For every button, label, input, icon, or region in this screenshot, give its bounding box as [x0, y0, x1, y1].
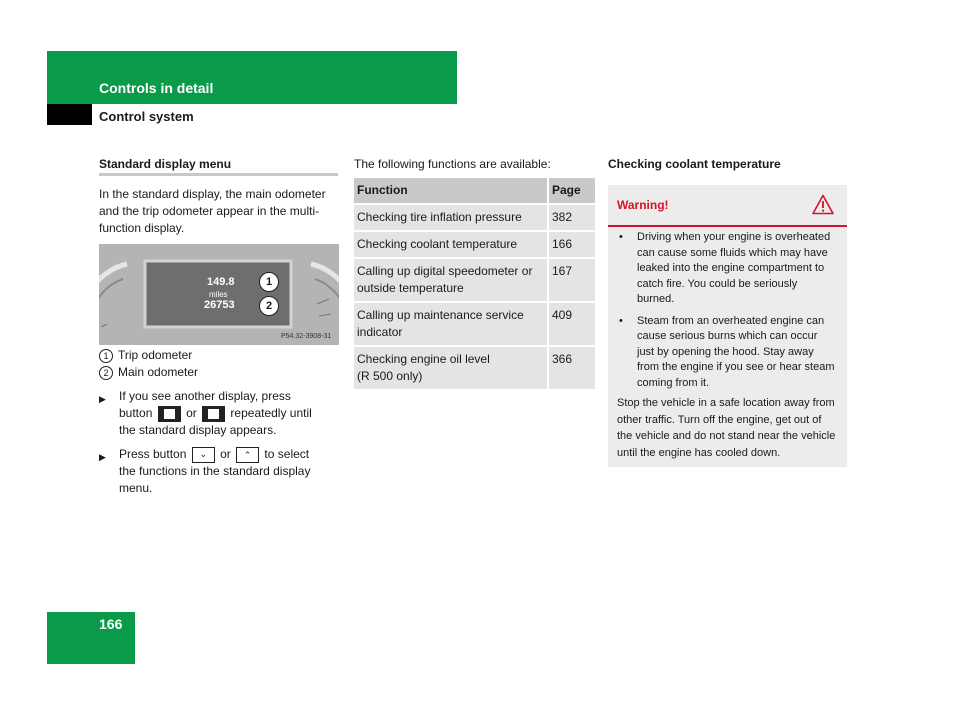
cell-line: Checking coolant temperature: [357, 237, 518, 251]
warning-line: leaked into the engine compartment to: [637, 262, 825, 274]
left-heading: Standard display menu: [99, 157, 232, 171]
table-cell-function: [354, 231, 548, 258]
step-text-line: [119, 405, 339, 422]
intro-paragraph: [99, 186, 339, 237]
table-header-row: [354, 178, 595, 204]
table-cell-page: 166: [548, 231, 595, 258]
cell-line: Checking tire inflation pressure: [357, 210, 522, 224]
intro-line: In the standard display, the main odometer: [99, 187, 326, 201]
legend-label: Main odometer: [118, 365, 199, 379]
up-button-icon: ⌃: [236, 447, 259, 463]
warning-item: [617, 314, 843, 392]
figure-legend: [99, 347, 198, 381]
cell-line: outside temperature: [357, 281, 464, 295]
cell-line: Calling up digital speedometer or: [357, 264, 533, 278]
table-header: Function: [354, 178, 548, 204]
step-text: or: [186, 406, 197, 420]
step-text: the functions in the standard display: [119, 464, 311, 478]
display-forward-button-icon: [202, 406, 225, 422]
warning-line: burned.: [637, 293, 675, 305]
legend-number: 2: [99, 366, 113, 380]
warning-footer-line: the vehicle and do not stand near the vehicle: [617, 430, 836, 442]
step-text-line: [119, 446, 339, 463]
functions-intro: The following functions are available:: [354, 157, 551, 171]
legend-item: [99, 364, 198, 381]
table-cell-function: [354, 204, 548, 231]
step-arrow-icon: ▶: [99, 452, 106, 462]
table-cell-function: [354, 302, 548, 346]
warning-line: just by opening the hood. Stay away: [637, 345, 814, 358]
page-number: 166: [99, 616, 123, 632]
main-odometer-value: 26753: [204, 299, 235, 311]
step-text: to select: [264, 447, 310, 461]
section-header-bar: [47, 51, 457, 104]
functions-table-wrap: [354, 178, 595, 389]
trip-odometer-value: 149.8: [207, 276, 235, 288]
figure-code: P54.32-3908-31: [281, 333, 332, 340]
warning-line: can cause some fluids which may have: [637, 246, 828, 259]
table-row: [354, 302, 595, 346]
step-text: repeatedly until: [230, 406, 312, 420]
callout-1: 1: [259, 272, 279, 292]
legend-label: Trip odometer: [118, 348, 193, 362]
table-cell-function: [354, 258, 548, 302]
step-text: button: [119, 406, 153, 420]
subsection-marker: [47, 104, 92, 125]
warning-line: coming from it.: [637, 376, 710, 389]
table-cell-page: 409: [548, 302, 595, 346]
cell-line: Checking engine oil level: [357, 352, 490, 366]
heading-rule: [99, 173, 338, 176]
right-heading: Checking coolant temperature: [608, 157, 781, 171]
down-button-icon: ⌄: [192, 447, 215, 463]
warning-title: Warning!: [617, 198, 669, 212]
table-cell-function: [354, 346, 548, 389]
step-text: or: [220, 447, 231, 461]
callout-2: 2: [259, 296, 279, 316]
step-text: menu.: [119, 481, 153, 495]
legend-number: 1: [99, 349, 113, 363]
cell-line: (R 500 only): [357, 369, 423, 383]
step-arrow-icon: ▶: [99, 394, 106, 404]
warning-footer-line: other traffic. Turn off the engine, get out of: [617, 413, 822, 426]
warning-list: [617, 230, 843, 397]
table-row: [354, 231, 595, 258]
intro-line: function display.: [99, 221, 185, 235]
step-text: If you see another display, press: [119, 389, 291, 403]
warning-line: cause serious burns which can occur: [637, 330, 818, 342]
table-cell-page: 366: [548, 346, 595, 389]
table-row: [354, 204, 595, 231]
bullet-icon: •: [619, 314, 623, 327]
bullet-icon: •: [619, 231, 623, 243]
table-row: [354, 258, 595, 302]
display-back-button-icon: [158, 406, 181, 422]
warning-line: Driving when your engine is overheated: [637, 231, 831, 243]
step-text: Press button: [119, 447, 187, 461]
warning-footer: [617, 395, 845, 461]
instruction-step: [99, 446, 339, 497]
warning-line: Steam from an overheated engine can: [637, 314, 825, 327]
warning-item: [617, 230, 843, 308]
cell-line: indicator: [357, 325, 403, 339]
legend-item: [99, 347, 198, 364]
warning-footer-line: Stop the vehicle in a safe location away from: [617, 397, 835, 409]
warning-header: [608, 185, 847, 227]
intro-line: and the trip odometer appear in the multi-: [99, 204, 320, 218]
subsection-title: Control system: [99, 109, 194, 124]
odometer-unit: miles: [209, 290, 228, 299]
cell-line: Calling up maintenance service: [357, 308, 524, 322]
warning-box: [608, 185, 847, 467]
table-row: [354, 346, 595, 389]
step-text: the standard display appears.: [119, 423, 277, 437]
warning-triangle-icon: [812, 194, 834, 215]
instruction-step: [99, 388, 339, 439]
table-cell-page: 167: [548, 258, 595, 302]
warning-line: catch fire. You could be seriously: [637, 277, 798, 290]
table-header: Page: [548, 178, 595, 204]
instrument-cluster-figure: [99, 244, 339, 345]
warning-footer-line: until the engine has cooled down.: [617, 446, 781, 459]
table-cell-page: 382: [548, 204, 595, 231]
functions-table: [354, 178, 595, 389]
warning-line: from the engine if you see or hear steam: [637, 361, 835, 373]
section-title: Controls in detail: [99, 80, 214, 96]
